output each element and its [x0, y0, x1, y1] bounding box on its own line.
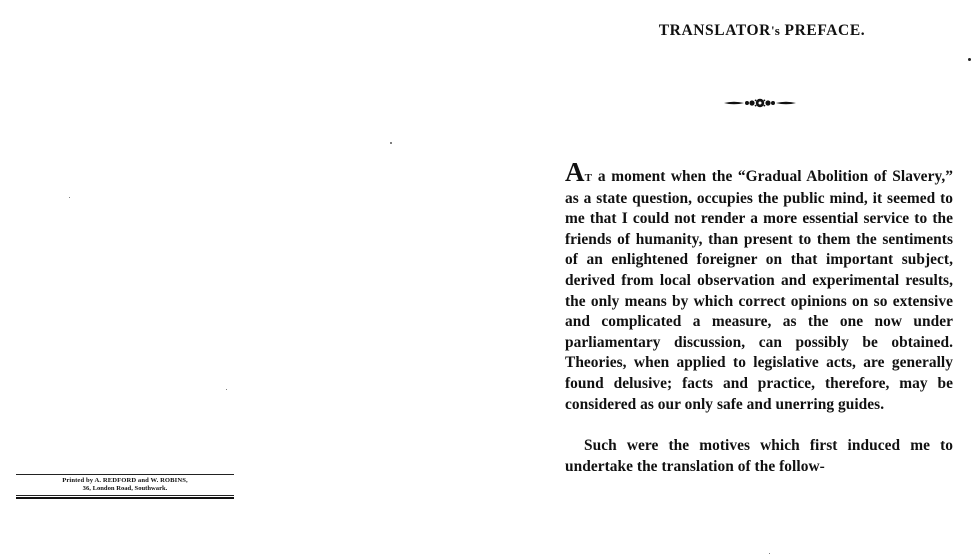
paper-speck — [69, 197, 70, 198]
imprint-top-rule — [16, 474, 234, 475]
small-cap: T — [584, 172, 593, 184]
fleuron-ornament-icon — [722, 96, 798, 110]
printer-imprint — [16, 474, 234, 499]
paragraph-1 — [565, 157, 953, 415]
title-main: TRANSLATOR — [658, 22, 771, 39]
drop-cap: A — [565, 157, 585, 187]
title-suffix: 's — [770, 23, 781, 38]
imprint-line-2: 36, London Road, Southwark. — [82, 485, 168, 492]
paragraph-1-text: a moment when the “Gradual Abolition of Slavery,” as a state question, occupies the public mind, it seemed to me that I could not render a more essential service to the friends of humanity, than present to them the sentiments of an enlightened foreigner on that important subject, derived from local observation and experimental results, the only means by which correct opinions on so extensive and complicated a measure, as the one now under parliamentary discussion, can possibly be obtained. Theories, when applied to legislative acts, are generally found delusive; facts and practice, therefore, may be considered as our only safe and unerring guides. — [565, 168, 953, 413]
paper-speck — [390, 142, 392, 144]
title-end: PREFACE. — [780, 22, 866, 39]
imprint-bottom-thick-rule — [16, 497, 234, 499]
imprint-bottom-rule — [16, 495, 234, 496]
paper-speck — [226, 389, 227, 390]
imprint-line-1: Printed by A. REDFORD and W. ROBINS, — [62, 477, 188, 484]
page-title — [632, 22, 892, 40]
paper-speck — [769, 553, 770, 554]
paragraph-2 — [565, 436, 953, 477]
paragraph-2-text: Such were the motives which first induced me to undertake the translation of the follow- — [565, 437, 953, 475]
preface-text — [565, 157, 953, 477]
right-page — [490, 0, 980, 560]
paper-speck — [968, 58, 971, 61]
